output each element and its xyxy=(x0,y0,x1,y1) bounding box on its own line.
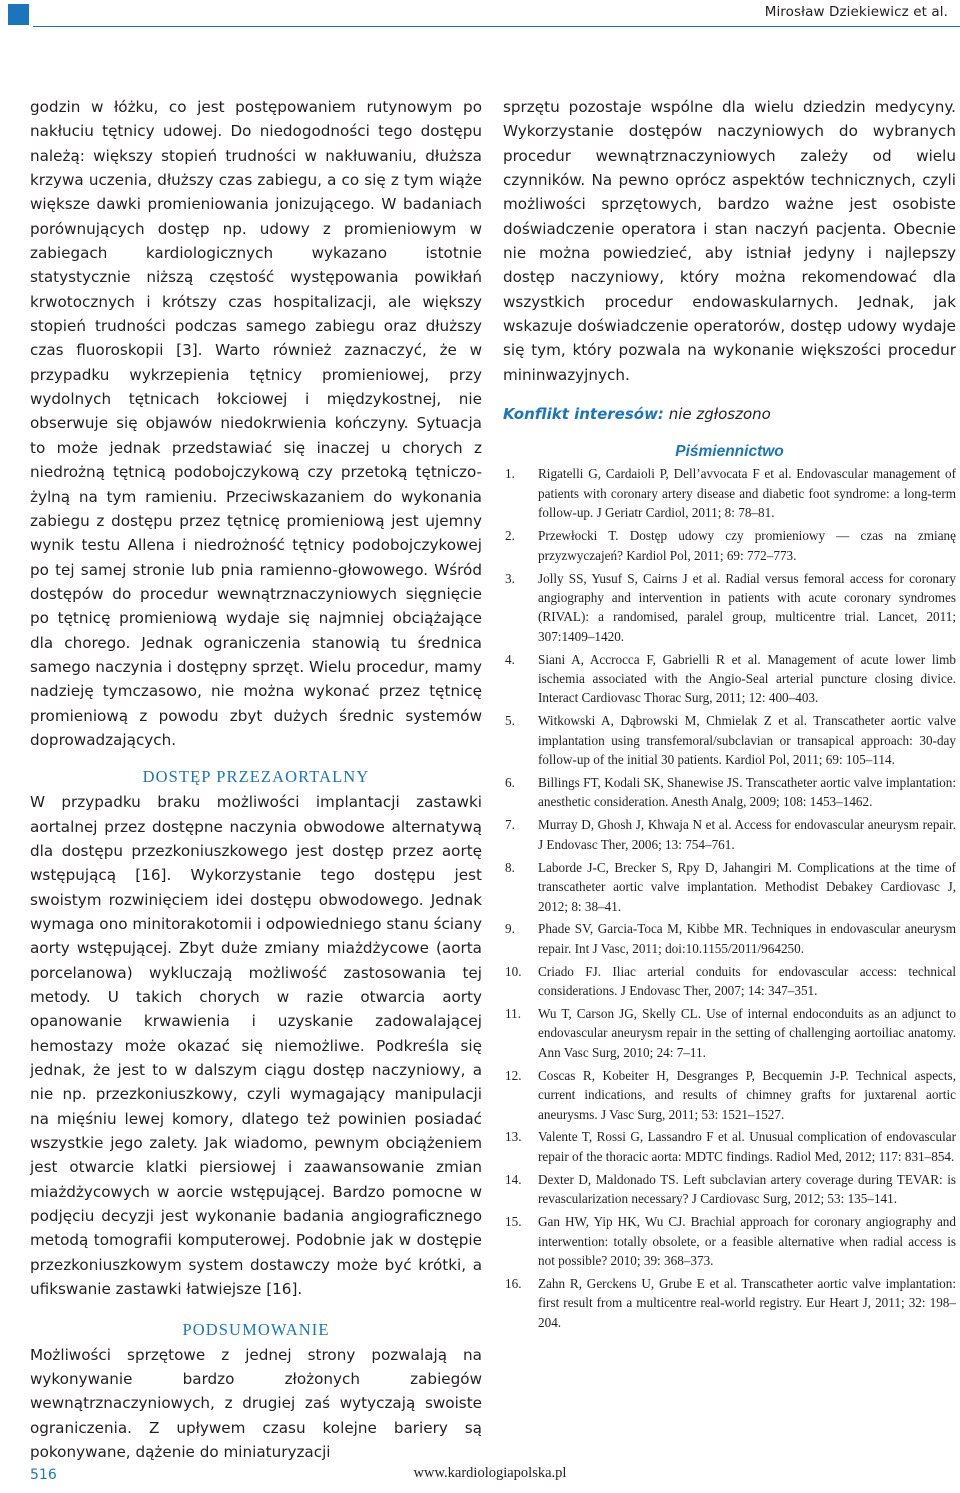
paragraph-summary-continued: sprzętu pozostaje wspólne dla wielu dziedzin medycyny. Wykorzystanie dostępów naczyniowych do wybranych procedur wewnątrznaczyniowych zależy od wielu czynników. Na pewno oprócz aspektów technicznych, czyli możliwości sprzętowych, bardzo ważne jest osobiste doświadczenie operatora i stan naczyń pacjenta. Obecnie nie można powiedzieć, aby istniał jedyny i najlepszy dostęp naczyniowy, który można rekomendować dla wszystkich procedur endowaskularnych. Jednak, jak wskazuje doświadczenie operatorów, dostęp udowy wydaje się tym, który pozwala na wykonanie większości procedur mininwazyjnych. xyxy=(503,98,956,384)
reference-item xyxy=(503,1004,956,1062)
paragraph-radial-access: godzin w łóżku, co jest postępowaniem rutynowym po nakłuciu tętnicy udowej. Do niedogodności tego dostępu należą: większy stopień trudności w nakłuwaniu, dłuższa krzywa uczenia, dłuższy czas zabiegu, a co się z tym wiąże większe dawki promieniowania jonizującego. W badaniach porównujących dostęp np. udowy z promieniowym w zabiegach kardiologicznych wykazano istotnie statystycznie niższą częstość występowania powikłań krwotocznych i krótszy czas hospitalizacji, ale większy stopień trudności podczas samego zabiegu oraz dłuższy czas fluoroskopii [3]. Warto również zaznaczyć, że w przypadku wykrzepienia tętnicy promieniowej, przy wydolnych tętnicach łokciowej i międzykostnej, nie obserwuje się objawów niedokrwienia kończyny. Sytuacja to może jednak przedstawiać się inaczej u chorych z niedrożną tętnicą podobojczykową czy przetoką tętniczo-żylną na tym ramieniu. Przeciwskazaniem do wykonania zabiegu z dostępu przez tętnicę promieniową jest ujemny wynik testu Allena i niedrożność tętnicy podobojczykowej po tej samej stronie lub pnia ramienno-głowowego. Wśród dostępów do procedur wewnątrznaczyniowych sięgnięcie po tętnicę promieniową wydaje się najmniej obciążające dla chorego. Jednak ograniczenia stanowią tu średnica samego naczynia i dostępny sprzęt. Wielu procedur, mamy nadzieję tymczasowo, nie można wykonać przez tętnicę promieniową z powodu zbyt dużych średnic systemów doprowadzających. xyxy=(30,98,482,749)
conflict-value: nie zgłoszono xyxy=(668,405,771,424)
reference-item xyxy=(503,1212,956,1270)
reference-item xyxy=(503,526,956,565)
reference-item xyxy=(503,815,956,854)
reference-item xyxy=(503,773,956,812)
reference-item xyxy=(503,1170,956,1209)
page-number: 516 xyxy=(30,1467,57,1483)
reference-number: 7. xyxy=(505,817,515,833)
reference-number: 15. xyxy=(505,1214,522,1230)
reference-text: Criado FJ. Iliac arterial conduits for endovascular access: technical considerations. J Endovasc Ther, 2007; 14: 347–351. xyxy=(538,963,956,999)
reference-item xyxy=(503,962,956,1001)
reference-item xyxy=(503,1274,956,1332)
reference-text: Laborde J-C, Brecker S, Rpy D, Jahangiri M. Complications at the time of transcatheter aortic valve implantation. Methodist Debakey Cardiovasc J, 2012; 8: 38–41. xyxy=(538,859,956,914)
reference-item xyxy=(503,569,956,647)
paragraph-transaortic-access: W przypadku braku możliwości implantacji zastawki aortalnej przez dostępne naczynia obwodowe alternatywą dla dostępu przezkoniuszkowego jest dostęp przez aortę wstępującą [16]. Wykorzystanie tego dostępu jest swoistym rozwinięciem idei dostępu obwodowego. Jednak wymaga ono minitorakotomii i odpowiedniego stanu ściany aorty wstępującej. Zbyt duże zmiany miażdżycowe (aorta porcelanowa) wykluczają możliwość zastosowania tej metody. U takich chorych w razie otwarcia aorty opanowanie krwawienia i uzyskanie zadowalającej hemostazy może okazać się niemożliwe. Podkreśla się jednak, że jest to w dalszym ciągu dostęp naczyniowy, a nie np. przezkoniuszkowy, czyli wymagający manipulacji na mięśniu lewej komory, dlatego też powinien posiadać wszystkie jego zalety. Jak wiadomo, pewnym obciążeniem jest otwarcie klatki piersiowej i zaawansowanie zmian miażdżycowych w aorcie wstępującej. Bardzo pomocne w podjęciu decyzji jest wykonanie badania angiograficznego metodą tomografii komputerowej. Podobnie jak w dostępie przezkoniuszkowym system dostawczy może być krótki, a ufikswanie zastawki łatwiejsze [16]. xyxy=(30,793,482,1299)
reference-number: 3. xyxy=(505,570,515,586)
paragraph-summary: Możliwości sprzętowe z jednej strony pozwalają na wykonywanie bardzo złożonych zabiegów wewnątrznaczyniowych, z drugiej zaś wytyczają swoiste ograniczenia. Z upływem czasu kolejne bariery są pokonywane, dążenie do miniaturyzacji xyxy=(30,1345,482,1461)
reference-number: 5. xyxy=(505,713,515,729)
reference-text: Murray D, Ghosh J, Khwaja N et al. Access for endovascular aneurysm repair. J Endovasc Ther, 2006; 13: 754–761. xyxy=(538,817,956,852)
right-column xyxy=(503,95,956,1336)
header-rule xyxy=(33,26,960,27)
references-heading: Piśmiennictwo xyxy=(675,443,784,461)
reference-number: 9. xyxy=(505,921,515,937)
reference-number: 8. xyxy=(505,859,515,875)
reference-text: Billings FT, Kodali SK, Shanewise JS. Transcatheter aortic valve implantation: anesthetic consideration. Anesth Analg, 2009; 108: 1453–1462. xyxy=(538,775,956,810)
reference-number: 6. xyxy=(505,775,515,791)
reference-item xyxy=(503,464,956,522)
reference-text: Witkowski A, Dąbrowski M, Chmielak Z et al. Transcatheter aortic valve implantation using transfemoral/subclavian or transapical approach: 30-day follow-up of the initial 30 patients. Kardiol Pol, 2011; 69: 105–114. xyxy=(538,713,956,768)
reference-item xyxy=(503,858,956,916)
heading-summary: PODSUMOWANIE xyxy=(182,1319,330,1339)
conflict-label: Konflikt interesów: xyxy=(503,405,664,424)
reference-number: 11. xyxy=(505,1006,521,1022)
conflict-of-interest xyxy=(503,402,956,426)
reference-text: Zahn R, Gerckens U, Grube E et al. Transcatheter aortic valve implantation: first result from a multicentre real-world registry. Eur Heart J, 2011; 32: 198–204. xyxy=(538,1275,956,1330)
reference-text: Rigatelli G, Cardaioli P, Dell’avvocata F et al. Endovascular management of patients with coronary artery disease and diabetic foot syndrome: a long-term follow-up. J Geriatr Cardiol, 2011; 8: 78–81. xyxy=(538,466,956,521)
reference-item xyxy=(503,1066,956,1124)
heading-transaortic-access: DOSTĘP PRZEZAORTALNY xyxy=(142,767,370,787)
references-list xyxy=(503,464,956,1332)
reference-text: Siani A, Accrocca F, Gabrielli R et al. Management of acute lower limb ischemia associated with the Angio-Seal arterial puncture closing divice. Interact Cardiovasc Thorac Surg, 2011; 12: 400–403. xyxy=(538,651,956,706)
reference-number: 10. xyxy=(505,963,522,979)
reference-text: Phade SV, Garcia-Toca M, Kibbe MR. Techniques in endovascular aneurysm repair. Int J Vasc, 2011; doi:10.1155/2011/964250. xyxy=(538,921,956,956)
reference-number: 13. xyxy=(505,1129,522,1145)
reference-text: Gan HW, Yip HK, Wu CJ. Brachial approach for coronary angiography and interwention: totally obsolete, or a feasible alternative when radial access is not possible? 2010; 39: 368–373. xyxy=(538,1214,956,1268)
reference-text: Valente T, Rossi G, Lassandro F et al. Unusual complication of endovascular repair of the thoracic aorta: MDTC findings. Radiol Med, 2012; 117: 831–854. xyxy=(538,1129,956,1164)
reference-text: Dexter D, Maldonado TS. Left subclavian artery coverage during TEVAR: is revascularization necessary? J Cardiovasc Surg, 2012; 53: 135–141. xyxy=(538,1171,956,1207)
reference-item xyxy=(503,650,956,708)
reference-text: Jolly SS, Yusuf S, Cairns J et al. Radial versus femoral access for coronary angiography and intervention in patients with acute coronary syndromes (RIVAL): a randomised, paralel group, multicentre trial. Lancet, 2011; 307:1409–1420. xyxy=(538,570,956,644)
reference-text: Przewłocki T. Dostęp udowy czy promieniowy — czas na zmianę przyzwyczajeń? Kardiol Pol, 2011; 69: 772–773. xyxy=(538,528,956,563)
reference-item xyxy=(503,711,956,769)
reference-number: 12. xyxy=(505,1067,522,1083)
reference-number: 2. xyxy=(505,528,515,544)
reference-number: 16. xyxy=(505,1275,522,1291)
journal-url: www.kardiologiapolska.pl xyxy=(413,1465,567,1481)
reference-item xyxy=(503,1127,956,1166)
reference-text: Coscas R, Kobeiter H, Desgranges P, Becquemin J-P. Technical aspects, current indications, and results of chimney grafts for juxtarenal aortic aneurysms. J Vasc Surg, 2011; 53: 1521–1527. xyxy=(538,1067,956,1122)
reference-number: 14. xyxy=(505,1171,522,1187)
running-head: Mirosław Dziekiewicz et al. xyxy=(764,4,948,20)
reference-text: Wu T, Carson JG, Skelly CL. Use of internal endoconduits as an adjunct to endovascular aneurysm repair in the setting of challenging aortoiliac anatomy. Ann Vasc Surg, 2010; 24: 7–11. xyxy=(538,1006,956,1060)
reference-number: 4. xyxy=(505,651,515,667)
header-accent-square xyxy=(8,4,29,25)
left-column xyxy=(30,95,482,1464)
reference-item xyxy=(503,919,956,958)
reference-number: 1. xyxy=(505,466,515,482)
